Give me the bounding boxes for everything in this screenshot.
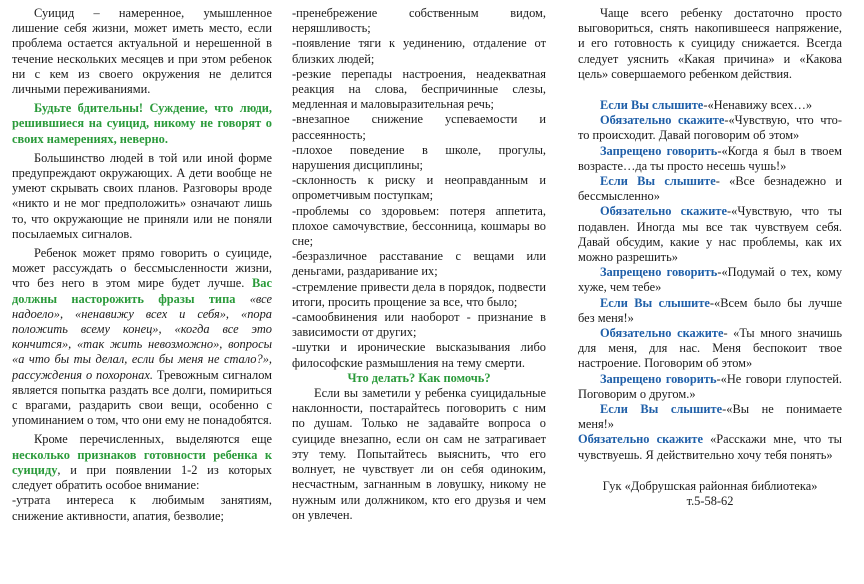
dialogue-item (578, 326, 842, 372)
dialogue-item (578, 98, 842, 113)
dialogue-text: -«Вы не понимаете меня!» (578, 402, 842, 432)
dialogue-label: Обязательно скажите (600, 204, 728, 219)
footer-organization: Гук «Добрушская районная библиотека» (602, 478, 818, 493)
sign-item: -плохое поведение в школе, прогулы, нарушения дисциплины; (292, 142, 546, 173)
dialogue-text: - «Ты много значишь для меня, для нас. Меня беспокоит твое настроение. Поговорим об этом» (578, 326, 843, 371)
dialogue-item (578, 296, 842, 326)
dialogue-label: Запрещено говорить (600, 265, 718, 280)
dialogue-label: Если Вы слышите (600, 174, 716, 189)
sign-item: -стремление привести дела в порядок, подвести итоги, просить прощение за все, что было; (292, 279, 546, 309)
dialogue-label: Обязательно скажите (600, 113, 725, 128)
dialogue-item (578, 144, 842, 174)
column-1 (12, 6, 272, 524)
dialogue-item (578, 113, 842, 143)
dialogue-text: -«Всем было бы лучше без меня!» (578, 295, 842, 325)
signs-text-a: Кроме перечисленных, выделяются еще (34, 432, 272, 447)
help-heading: Что делать? Как помочь? (347, 370, 491, 385)
dialogue-label: Если Вы слышите (600, 402, 723, 417)
intro-paragraph: Суицид – намеренное, умышленное лишение себя жизни, может иметь место, если проблема остается актуальной и нерешенной в течение нескольких месяцев и при этом ребенок ни с кем из своего окружения не делится личными переживаниями. (12, 6, 272, 97)
dialogue-text: «Расскажи мне, что ты чувствуешь. Я действительно хочу тебя понять» (578, 432, 842, 462)
signals-phrases: «все надоело», «ненавижу всех и себя», «пора положить всему конец», «когда все это кончится», «так жить невозможно», вопросы «а что бы ты делал, если бы меня не стало?», рассуждения о похоронах. (12, 291, 272, 382)
sign-item: -безразличное расставание с вещами или деньгами, раздаривание их; (292, 249, 546, 279)
dialogue-item (578, 372, 842, 402)
dialogue-item (578, 402, 842, 432)
sign-item: -пренебрежение собственным видом, неряшливость; (292, 6, 546, 36)
sign-item: -резкие перепады настроения, неадекватная реакция на слова, беспричинные слезы, медленная и маловыразительная речь; (292, 66, 546, 112)
intro-paragraph: Чаще всего ребенку достаточно просто выговориться, снять накопившееся напряжение, и его готовность к суициду снижается. Всегда следует уяснить «Какая причина» и «Какова цель» совершаемого ребенком действия. (578, 6, 842, 81)
column-3 (578, 6, 842, 509)
signs-list (292, 6, 546, 371)
sign-item: -утрата интереса к любимым занятиям, снижение активности, апатия, безволие; (12, 493, 272, 523)
dialogue-label: Обязательно скажите (578, 432, 703, 447)
dialogue-text: -«Подумай о тех, кому хуже, чем тебе» (578, 265, 843, 295)
signs-highlight: несколько признаков готовности ребенка к суициду (12, 447, 272, 477)
dialogue-text: -«Когда я был в твоем возрасте…да ты просто несешь чушь!» (578, 143, 842, 173)
sign-item: -самообвинения или наоборот - признание в зависимости от других; (292, 310, 546, 340)
sign-item: -внезапное снижение успеваемости и рассеянность; (292, 112, 546, 142)
dialogue-item (578, 432, 842, 462)
dialogue-text: -«Не говори глупостей. Поговорим о другом.» (578, 371, 842, 401)
column-2 (292, 6, 546, 523)
warning-paragraph: Будьте бдительны! Суждение, что люди, решившиеся на суицид, никому не говорят о своих намерениях, неверно. (12, 101, 272, 146)
signs-text-b: , и при появлении 1-2 из которых следует обратить особое внимание: (12, 462, 272, 493)
dialogue-text: -«Ненавижу всех…» (703, 98, 813, 113)
footer-phone: т.5-58-62 (686, 494, 734, 509)
dialogue-item (578, 174, 842, 204)
sign-item: -склонность к риску и неоправданным и опрометчивым поступкам; (292, 173, 546, 203)
sign-item: -шутки и иронические высказывания либо философские размышления на тему смерти. (292, 340, 546, 370)
dialogue-text: - «Все безнадежно и бессмысленно» (578, 174, 842, 204)
dialogue-label: Обязательно скажите (600, 326, 724, 341)
dialogue-text: -«Чувствую, что ты подавлен. Иногда мы все так чувствуем себя. Давай обсудим, какие у нас проблемы, как их можно разрешить» (578, 204, 842, 265)
signs-paragraph (12, 432, 272, 493)
dialogue-item (578, 265, 842, 295)
warning-explanation: Большинство людей в той или иной форме предупреждают окружающих. А дети вообще не умеют скрывать своих планов. Разговоры вроде «никто и не мог предположить» означают лишь то, что окружающие не приняли или не поняли посылаемых сигналов. (12, 150, 272, 241)
signals-paragraph (12, 246, 272, 428)
dialogue-text: -«Чувствую, что что-то происходит. Давай поговорим об этом» (578, 113, 842, 143)
dialogue-item (578, 204, 842, 265)
signals-text: Ребенок может прямо говорить о суициде, может рассуждать о бессмысленности жизни, что без него в этом мире будет лучше. (12, 246, 272, 291)
dialogue-label: Запрещено говорить (600, 371, 717, 386)
signals-highlight: Вас должны насторожить фразы типа (12, 276, 272, 306)
sign-item: -появление тяги к уединению, отдаление от близких людей; (292, 36, 546, 66)
help-paragraph: Если вы заметили у ребенка суицидальные наклонности, постарайтесь поговорить с ним по душам. Только не задавайте вопроса о суициде внезапно, если он сам не затрагивает эту тему. Попытайтесь выяснить, что его волнует, не чувствует ли он себя одиноким, несчастным, загнанным в ловушку, никому не нужным или должником, кто его друзья и чем он увлечен. (292, 386, 546, 522)
dialogue-label: Если Вы слышите (600, 295, 710, 310)
dialogue-label: Если Вы слышите (600, 98, 704, 113)
signals-rest: Тревожным сигналом является попытка раздать все долги, помириться с врагами, раздарить свои вещи, особенно с упоминанием о том, что они ему не понадобятся. (12, 367, 272, 428)
sign-item: -проблемы со здоровьем: потеря аппетита, плохое самочувствие, бессонница, кошмары во сне; (292, 203, 546, 249)
dialogue-label: Запрещено говорить (600, 143, 718, 158)
dialogue-list (578, 98, 842, 463)
